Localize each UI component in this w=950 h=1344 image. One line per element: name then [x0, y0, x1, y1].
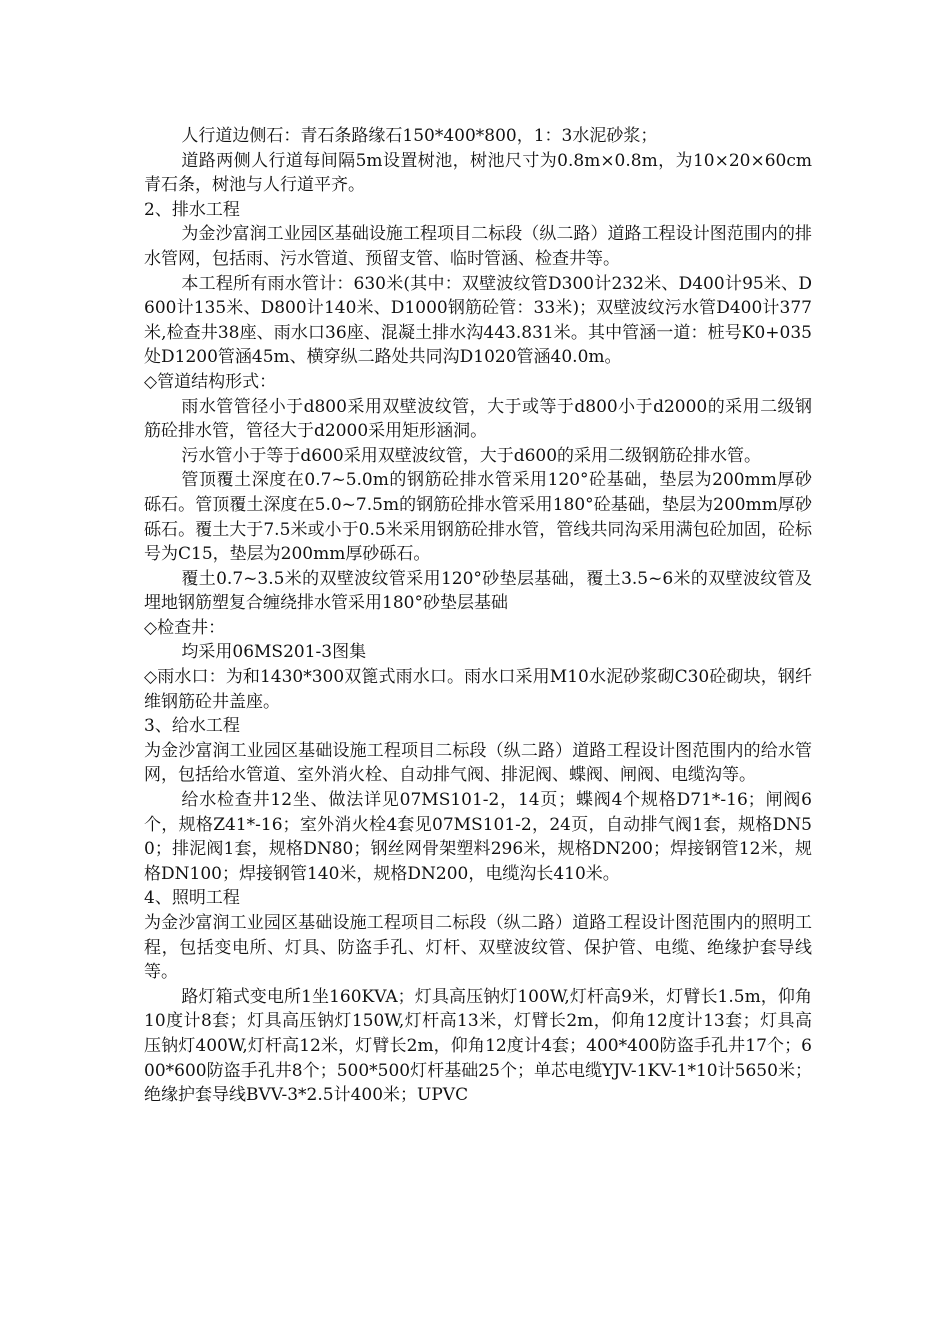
document-page — [144, 124, 812, 1108]
section-heading-drainage: 2、排水工程 — [144, 199, 240, 220]
subheading-inspection-well: ◇检查井： — [144, 617, 226, 638]
paragraph-lighting-quantities: 路灯箱式变电所1坐160KVA；灯具高压钠灯100W,灯杆高9米，灯臂长1.5m，仰角10度计8套；灯具高压钠灯150W,灯杆高13米，灯臂长2m，仰角12度计13套；灯具高压钠灯400W,灯杆高12米，灯臂长2m，仰角12度计4套；400*400防盗手孔井17个；600*600防盗手孔井8个；500*500灯杆基础25个；单芯电缆YJV-1KV-1*10计5650米；绝缘护套导线BVV-3*2.5计400米；UPVC — [144, 986, 812, 1106]
paragraph-inspection-well: 均采用06MS201-3图集 — [181, 642, 367, 663]
paragraph-water-supply-quantities: 给水检查井12坐、做法详见07MS101-2，14页；蝶阀4个规格D71*-16；闸阀6个，规格Z41*-16；室外消火栓4套见07MS101-2，24页，自动排气阀1套，规格DN50；排泥阀1套，规格DN80；钢丝网骨架塑料296米，规格DN200；焊接钢管12米，规格DN100；焊接钢管140米，规格DN200，电缆沟长410米。 — [144, 790, 812, 884]
paragraph-sewage-pipe: 污水管小于等于d600采用双壁波纹管，大于d600的采用二级钢筋砼排水管。 — [181, 445, 762, 466]
paragraph-curb-stone: 人行道边侧石：青石条路缘石150*400*800，1：3水泥砂浆； — [181, 126, 658, 146]
subheading-pipe-structure: ◇管道结构形式： — [144, 371, 277, 392]
section-heading-lighting: 4、照明工程 — [144, 888, 240, 909]
paragraph-tree-pits: 道路两侧人行道每间隔5m设置树池，树池尺寸为0.8m×0.8m，为10×20×60cm青石条，树池与人行道平齐。 — [144, 150, 812, 196]
paragraph-lighting-scope: 为金沙富润工业园区基础设施工程项目二标段（纵二路）道路工程设计图范围内的照明工程，包括变电所、灯具、防盗手孔、灯杆、双壁波纹管、保护管、电缆、绝缘护套导线等。 — [144, 913, 812, 983]
paragraph-corrugated-foundation: 覆土0.7~3.5米的双壁波纹管采用120°砂垫层基础，覆土3.5~6米的双壁波纹管及埋地钢筋塑复合缠绕排水管采用180°砂垫层基础 — [144, 568, 812, 614]
section-heading-water-supply: 3、给水工程 — [144, 716, 240, 737]
paragraph-pipe-foundation: 管顶覆土深度在0.7~5.0m的钢筋砼排水管采用120°砼基础，垫层为200mm厚砂砾石。管顶覆土深度在5.0~7.5m的钢筋砼排水管采用180°砼基础，垫层为200mm厚砂砾石。覆土大于7.5米或小于0.5米采用钢筋砼排水管，管线共同沟采用满包砼加固，砼标号为C15，垫层为200mm厚砂砾石。 — [144, 470, 812, 565]
paragraph-rain-pipe: 雨水管管径小于d800采用双壁波纹管，大于或等于d800小于d2000的采用二级钢筋砼排水管，管径大于d2000采用矩形涵洞。 — [144, 396, 812, 442]
paragraph-drainage-scope: 为金沙富润工业园区基础设施工程项目二标段（纵二路）道路工程设计图范围内的排水管网，包括雨、污水管道、预留支管、临时管涵、检查井等。 — [144, 224, 812, 269]
paragraph-water-supply-scope: 为金沙富润工业园区基础设施工程项目二标段（纵二路）道路工程设计图范围内的给水管网，包括给水管道、室外消火栓、自动排气阀、排泥阀、蝶阀、闸阀、电缆沟等。 — [144, 740, 812, 786]
paragraph-drainage-quantities: 本工程所有雨水管计：630米(其中：双壁波纹管D300计232米、D400计95米、D600计135米、D800计140米、D1000钢筋砼管：33米)；双壁波纹污水管D400计377米,检查井38座、雨水口36座、混凝土排水沟443.831米。其中管涵一道：桩号K0+035处D1200管涵45m、横穿纵二路处共同沟D1020管涵40.0m。 — [144, 273, 812, 368]
paragraph-rain-inlet: ◇雨水口：为和1430*300双篦式雨水口。雨水口采用M10水泥砂浆砌C30砼砌块，钢纤维钢筋砼井盖座。 — [144, 667, 812, 712]
